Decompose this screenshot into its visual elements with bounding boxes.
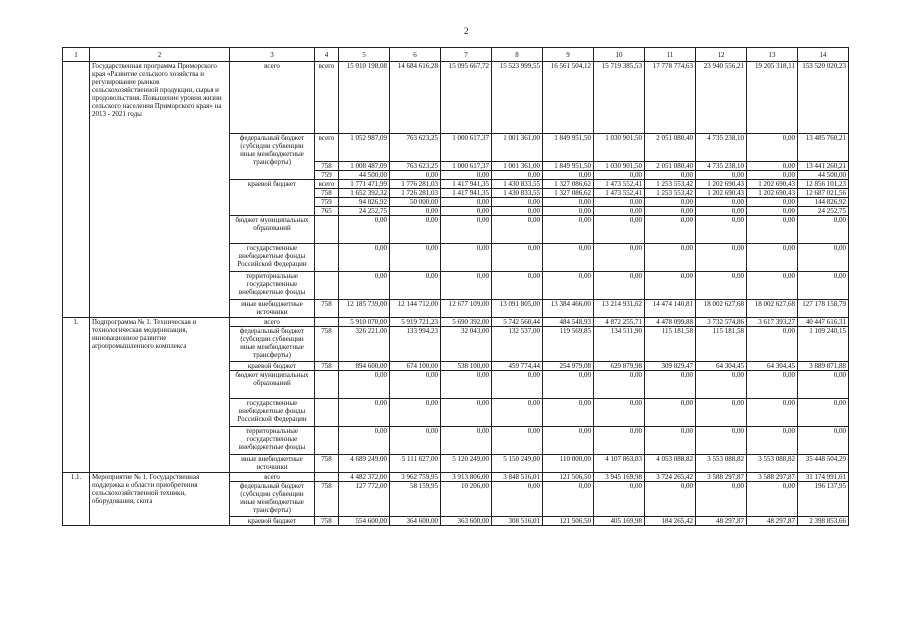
value-cell: 309 829,47: [645, 362, 696, 371]
row-number-cell: 1.1.: [63, 473, 90, 526]
value-cell: 3 848 516,01: [492, 473, 543, 482]
value-cell: 0,00: [696, 244, 747, 272]
value-cell: 2 051 080,40: [645, 162, 696, 171]
value-cell: 1 430 833,55: [492, 189, 543, 198]
value-cell: 0,00: [594, 272, 645, 300]
header-cell: 12: [696, 48, 747, 62]
value-cell: 127 178 158,79: [798, 300, 849, 318]
budget-table: [62, 47, 849, 526]
code-cell: [315, 371, 339, 399]
code-cell: 758: [315, 362, 339, 371]
value-cell: 5 120 249,00: [441, 455, 492, 473]
value-cell: 121 506,50: [543, 517, 594, 526]
value-cell: 1 327 086,62: [543, 180, 594, 189]
value-cell: 308 516,01: [492, 517, 543, 526]
value-cell: 1 417 941,35: [441, 180, 492, 189]
value-cell: 763 623,25: [390, 162, 441, 171]
value-cell: 0,00: [747, 399, 798, 427]
code-cell: [315, 318, 339, 327]
value-cell: 3 553 088,82: [747, 455, 798, 473]
value-cell: 110 000,00: [543, 455, 594, 473]
value-cell: 13 441 260,21: [798, 162, 849, 171]
value-cell: 17 778 774,63: [645, 62, 696, 134]
value-cell: 0,00: [594, 216, 645, 244]
code-cell: всего: [315, 180, 339, 189]
value-cell: 4 872 255,71: [594, 318, 645, 327]
value-cell: 0,00: [645, 244, 696, 272]
value-cell: 0,00: [747, 207, 798, 216]
value-cell: 1 001 361,00: [492, 162, 543, 171]
value-cell: 0,00: [390, 427, 441, 455]
row-number-cell: [63, 62, 90, 318]
value-cell: 0,00: [645, 198, 696, 207]
funding-source-cell: федеральный бюджет (субсидии субвенции иные межбюджетные трансферты): [230, 134, 315, 180]
value-cell: 0,00: [696, 198, 747, 207]
value-cell: 0,00: [747, 272, 798, 300]
value-cell: 132 537,00: [492, 327, 543, 362]
value-cell: 0,00: [645, 371, 696, 399]
code-cell: 758: [315, 162, 339, 171]
value-cell: 119 569,85: [543, 327, 594, 362]
value-cell: 459 774,44: [492, 362, 543, 371]
value-cell: 0,00: [645, 171, 696, 180]
value-cell: 15 719 385,53: [594, 62, 645, 134]
value-cell: 19 205 318,11: [747, 62, 798, 134]
value-cell: 0,00: [339, 399, 390, 427]
value-cell: 0,00: [747, 371, 798, 399]
header-cell: 6: [390, 48, 441, 62]
value-cell: 5 111 627,00: [390, 455, 441, 473]
value-cell: 0,00: [390, 272, 441, 300]
value-cell: 3 553 088,82: [696, 455, 747, 473]
value-cell: 405 169,98: [594, 517, 645, 526]
value-cell: 5 910 070,00: [339, 318, 390, 327]
value-cell: 0,00: [543, 482, 594, 517]
value-cell: 0,00: [696, 207, 747, 216]
value-cell: 363 600,00: [441, 517, 492, 526]
value-cell: 0,00: [441, 207, 492, 216]
value-cell: 2 398 853,66: [798, 517, 849, 526]
header-cell: 10: [594, 48, 645, 62]
value-cell: 0,00: [339, 272, 390, 300]
value-cell: 0,00: [543, 399, 594, 427]
value-cell: 94 826,92: [339, 198, 390, 207]
value-cell: 15 010 198,08: [339, 62, 390, 134]
funding-source-cell: государственные внебюджетные фонды Российской Федерации: [230, 399, 315, 427]
value-cell: 3 732 574,86: [696, 318, 747, 327]
value-cell: 133 994,23: [390, 327, 441, 362]
funding-source-cell: иные внебюджетные источники: [230, 300, 315, 318]
header-cell: 7: [441, 48, 492, 62]
code-cell: 759: [315, 171, 339, 180]
value-cell: 1 253 553,42: [645, 189, 696, 198]
value-cell: 0,00: [492, 371, 543, 399]
value-cell: 0,00: [798, 216, 849, 244]
value-cell: 0,00: [543, 171, 594, 180]
value-cell: 0,00: [645, 272, 696, 300]
value-cell: 1 008 487,09: [339, 162, 390, 171]
value-cell: 0,00: [645, 482, 696, 517]
value-cell: 0,00: [492, 482, 543, 517]
program-title-cell: Государственная программа Приморского края «Развитие сельского хозяйства и регулирование рынков сельскохозяйственной продукции, сырья и продовольствия. Повышение уровня жизни сельского населения Приморского края» на 2013 - 2021 годы: [90, 62, 230, 318]
value-cell: 16 561 504,12: [543, 62, 594, 134]
value-cell: 0,00: [798, 399, 849, 427]
value-cell: 1 000 617,37: [441, 134, 492, 162]
value-cell: 0,00: [492, 427, 543, 455]
value-cell: 763 623,25: [390, 134, 441, 162]
value-cell: 1 327 086,62: [543, 189, 594, 198]
value-cell: 1 030 901,50: [594, 162, 645, 171]
value-cell: 0,00: [747, 427, 798, 455]
value-cell: 0,00: [492, 272, 543, 300]
value-cell: 13 091 805,00: [492, 300, 543, 318]
funding-source-cell: федеральный бюджет (субсидии субвенции иные межбюджетные трансферты): [230, 327, 315, 362]
value-cell: 18 002 627,68: [696, 300, 747, 318]
value-cell: 0,00: [390, 399, 441, 427]
value-cell: 1 771 471,99: [339, 180, 390, 189]
funding-source-cell: краевой бюджет: [230, 180, 315, 216]
value-cell: 35 448 504,29: [798, 455, 849, 473]
code-cell: 758: [315, 300, 339, 318]
value-cell: 0,00: [390, 207, 441, 216]
value-cell: 3 913 806,00: [441, 473, 492, 482]
value-cell: 0,00: [747, 198, 798, 207]
value-cell: 0,00: [441, 244, 492, 272]
value-cell: 14 684 616,28: [390, 62, 441, 134]
value-cell: 0,00: [645, 399, 696, 427]
value-cell: 0,00: [492, 244, 543, 272]
value-cell: 0,00: [645, 207, 696, 216]
value-cell: 12 687 021,56: [798, 189, 849, 198]
value-cell: 0,00: [696, 216, 747, 244]
value-cell: 0,00: [747, 244, 798, 272]
funding-source-cell: иные внебюджетные источники: [230, 455, 315, 473]
header-cell: 8: [492, 48, 543, 62]
value-cell: 0,00: [543, 244, 594, 272]
value-cell: 13 485 760,21: [798, 134, 849, 162]
value-cell: 1 202 690,43: [747, 180, 798, 189]
value-cell: 23 940 556,21: [696, 62, 747, 134]
value-cell: 0,00: [390, 371, 441, 399]
value-cell: 1 202 690,43: [696, 180, 747, 189]
funding-source-cell: краевой бюджет: [230, 362, 315, 371]
value-cell: 0,00: [543, 216, 594, 244]
header-cell: 1: [63, 48, 90, 62]
code-cell: 758: [315, 482, 339, 517]
value-cell: 1 109 240,15: [798, 327, 849, 362]
value-cell: 1 030 901,50: [594, 134, 645, 162]
value-cell: 48 297,87: [747, 517, 798, 526]
value-cell: 0,00: [594, 371, 645, 399]
value-cell: 4 478 099,88: [645, 318, 696, 327]
value-cell: 0,00: [696, 272, 747, 300]
value-cell: 0,00: [390, 244, 441, 272]
value-cell: 24 252,75: [798, 207, 849, 216]
funding-source-cell: бюджет муниципальных образований: [230, 371, 315, 399]
value-cell: 0,00: [594, 427, 645, 455]
value-cell: 196 137,95: [798, 482, 849, 517]
value-cell: 0,00: [747, 162, 798, 171]
value-cell: 0,00: [747, 327, 798, 362]
code-cell: [315, 399, 339, 427]
value-cell: 0,00: [339, 427, 390, 455]
value-cell: 58 159,95: [390, 482, 441, 517]
value-cell: 0,00: [747, 482, 798, 517]
code-cell: 758: [315, 189, 339, 198]
value-cell: 0,00: [747, 171, 798, 180]
value-cell: 1 473 552,41: [594, 180, 645, 189]
value-cell: 1 052 987,09: [339, 134, 390, 162]
value-cell: 5 690 392,00: [441, 318, 492, 327]
value-cell: 0,00: [339, 216, 390, 244]
value-cell: 538 100,00: [441, 362, 492, 371]
header-cell: 11: [645, 48, 696, 62]
value-cell: 0,00: [492, 207, 543, 216]
code-cell: [315, 473, 339, 482]
header-cell: 9: [543, 48, 594, 62]
value-cell: 0,00: [594, 482, 645, 517]
value-cell: 153 520 020,23: [798, 62, 849, 134]
funding-source-cell: бюджет муниципальных образований: [230, 216, 315, 244]
value-cell: 0,00: [594, 207, 645, 216]
value-cell: 4 735 238,10: [696, 134, 747, 162]
table-row: [63, 473, 849, 482]
value-cell: 15 095 667,72: [441, 62, 492, 134]
value-cell: 3 889 871,88: [798, 362, 849, 371]
value-cell: 1 652 392,32: [339, 189, 390, 198]
value-cell: 64 304,45: [696, 362, 747, 371]
header-cell: 13: [747, 48, 798, 62]
value-cell: 894 600,00: [339, 362, 390, 371]
header-cell: 5: [339, 48, 390, 62]
value-cell: 13 214 931,62: [594, 300, 645, 318]
value-cell: 0,00: [441, 272, 492, 300]
value-cell: 0,00: [645, 216, 696, 244]
funding-source-cell: территориальные государственные внебюджетные фонды: [230, 272, 315, 300]
value-cell: 0,00: [645, 427, 696, 455]
code-cell: 758: [315, 327, 339, 362]
funding-source-cell: краевой бюджет: [230, 517, 315, 526]
value-cell: 14 474 140,81: [645, 300, 696, 318]
value-cell: 40 447 616,31: [798, 318, 849, 327]
code-cell: 759: [315, 198, 339, 207]
value-cell: 115 181,58: [645, 327, 696, 362]
value-cell: 3 617 393,27: [747, 318, 798, 327]
value-cell: 0,00: [696, 427, 747, 455]
value-cell: 144 826,92: [798, 198, 849, 207]
value-cell: 5 919 721,23: [390, 318, 441, 327]
value-cell: 5 742 560,44: [492, 318, 543, 327]
value-cell: 0,00: [339, 244, 390, 272]
code-cell: всего: [315, 134, 339, 162]
table-header-row: [63, 48, 849, 62]
value-cell: 48 297,87: [696, 517, 747, 526]
value-cell: 0,00: [747, 134, 798, 162]
value-cell: 1 001 361,00: [492, 134, 543, 162]
value-cell: 0,00: [441, 198, 492, 207]
code-cell: 758: [315, 517, 339, 526]
value-cell: 1 202 690,43: [747, 189, 798, 198]
value-cell: 10 206,00: [441, 482, 492, 517]
table-row: [63, 318, 849, 327]
row-number-cell: 1.: [63, 318, 90, 473]
value-cell: 1 849 951,50: [543, 134, 594, 162]
value-cell: 31 174 991,61: [798, 473, 849, 482]
value-cell: 0,00: [696, 482, 747, 517]
code-cell: [315, 272, 339, 300]
header-cell: 4: [315, 48, 339, 62]
value-cell: 629 879,98: [594, 362, 645, 371]
value-cell: 554 600,00: [339, 517, 390, 526]
value-cell: 0,00: [441, 399, 492, 427]
funding-source-cell: всего: [230, 473, 315, 482]
value-cell: 4 482 372,00: [339, 473, 390, 482]
value-cell: 18 002 627,68: [747, 300, 798, 318]
value-cell: 13 384 466,00: [543, 300, 594, 318]
value-cell: 24 252,75: [339, 207, 390, 216]
value-cell: 44 500,00: [798, 171, 849, 180]
value-cell: 1 430 833,55: [492, 180, 543, 189]
value-cell: 0,00: [798, 427, 849, 455]
value-cell: 12 144 712,00: [390, 300, 441, 318]
value-cell: 1 776 281,03: [390, 180, 441, 189]
funding-source-cell: федеральный бюджет (субсидии субвенции иные межбюджетные трансферты): [230, 482, 315, 517]
value-cell: 1 473 552,41: [594, 189, 645, 198]
value-cell: 15 523 999,55: [492, 62, 543, 134]
code-cell: [315, 216, 339, 244]
value-cell: 44 500,00: [339, 171, 390, 180]
code-cell: [315, 244, 339, 272]
value-cell: 0,00: [798, 371, 849, 399]
value-cell: 0,00: [543, 272, 594, 300]
value-cell: 0,00: [492, 399, 543, 427]
value-cell: 127 772,00: [339, 482, 390, 517]
header-cell: 2: [90, 48, 230, 62]
value-cell: 0,00: [492, 198, 543, 207]
value-cell: 0,00: [492, 216, 543, 244]
code-cell: 758: [315, 455, 339, 473]
value-cell: 1 000 617,37: [441, 162, 492, 171]
value-cell: 0,00: [696, 399, 747, 427]
value-cell: 364 600,00: [390, 517, 441, 526]
value-cell: 2 051 080,40: [645, 134, 696, 162]
value-cell: 0,00: [339, 371, 390, 399]
value-cell: 32 043,00: [441, 327, 492, 362]
value-cell: 12 185 739,00: [339, 300, 390, 318]
value-cell: 1 849 951,50: [543, 162, 594, 171]
value-cell: 0,00: [696, 371, 747, 399]
value-cell: 0,00: [594, 399, 645, 427]
value-cell: 3 588 297,87: [696, 473, 747, 482]
value-cell: 4 107 863,83: [594, 455, 645, 473]
value-cell: 0,00: [747, 216, 798, 244]
value-cell: 0,00: [696, 171, 747, 180]
value-cell: 4 689 249,00: [339, 455, 390, 473]
value-cell: 0,00: [390, 216, 441, 244]
value-cell: 326 221,00: [339, 327, 390, 362]
value-cell: 64 304,45: [747, 362, 798, 371]
value-cell: 12 677 109,00: [441, 300, 492, 318]
funding-source-cell: территориальные государственные внебюджетные фонды: [230, 427, 315, 455]
value-cell: 50 000,00: [390, 198, 441, 207]
value-cell: 1 726 281,03: [390, 189, 441, 198]
code-cell: [315, 427, 339, 455]
value-cell: 0,00: [543, 371, 594, 399]
value-cell: 254 979,08: [543, 362, 594, 371]
header-cell: 3: [230, 48, 315, 62]
value-cell: 0,00: [543, 207, 594, 216]
funding-source-cell: всего: [230, 62, 315, 134]
value-cell: 3 724 265,42: [645, 473, 696, 482]
value-cell: 0,00: [441, 427, 492, 455]
value-cell: 1 253 553,42: [645, 180, 696, 189]
code-cell: 765: [315, 207, 339, 216]
funding-source-cell: всего: [230, 318, 315, 327]
value-cell: 0,00: [798, 272, 849, 300]
table-row: [63, 62, 849, 134]
value-cell: 3 945 169,98: [594, 473, 645, 482]
value-cell: 1 202 690,43: [696, 189, 747, 198]
program-title-cell: Подпрограмма № 1. Техническая и технологическая модернизация, инновационное развитие агропромышленного комплекса: [90, 318, 230, 473]
header-cell: 14: [798, 48, 849, 62]
value-cell: 4 735 238,10: [696, 162, 747, 171]
code-cell: всего: [315, 62, 339, 134]
value-cell: 674 100,00: [390, 362, 441, 371]
value-cell: 0,00: [543, 198, 594, 207]
value-cell: 4 053 088,82: [645, 455, 696, 473]
value-cell: 0,00: [390, 171, 441, 180]
value-cell: 0,00: [798, 244, 849, 272]
value-cell: 0,00: [492, 171, 543, 180]
value-cell: 3 962 759,95: [390, 473, 441, 482]
value-cell: 1 417 941,35: [441, 189, 492, 198]
value-cell: 184 265,42: [645, 517, 696, 526]
value-cell: 484 548,93: [543, 318, 594, 327]
value-cell: 0,00: [594, 244, 645, 272]
value-cell: 121 506,50: [543, 473, 594, 482]
value-cell: 5 150 249,00: [492, 455, 543, 473]
page-number: 2: [464, 26, 469, 36]
value-cell: 0,00: [441, 371, 492, 399]
value-cell: 0,00: [543, 427, 594, 455]
value-cell: 3 588 297,87: [747, 473, 798, 482]
value-cell: 0,00: [594, 198, 645, 207]
value-cell: 12 856 101,23: [798, 180, 849, 189]
value-cell: 0,00: [441, 216, 492, 244]
value-cell: 134 511,90: [594, 327, 645, 362]
value-cell: 115 181,58: [696, 327, 747, 362]
program-title-cell: Мероприятие № 1. Государственная поддержка в области приобретения сельскохозяйственной техники, оборудования, скота: [90, 473, 230, 526]
funding-source-cell: государственные внебюджетные фонды Российской Федерации: [230, 244, 315, 272]
value-cell: 0,00: [594, 171, 645, 180]
value-cell: 0,00: [441, 171, 492, 180]
